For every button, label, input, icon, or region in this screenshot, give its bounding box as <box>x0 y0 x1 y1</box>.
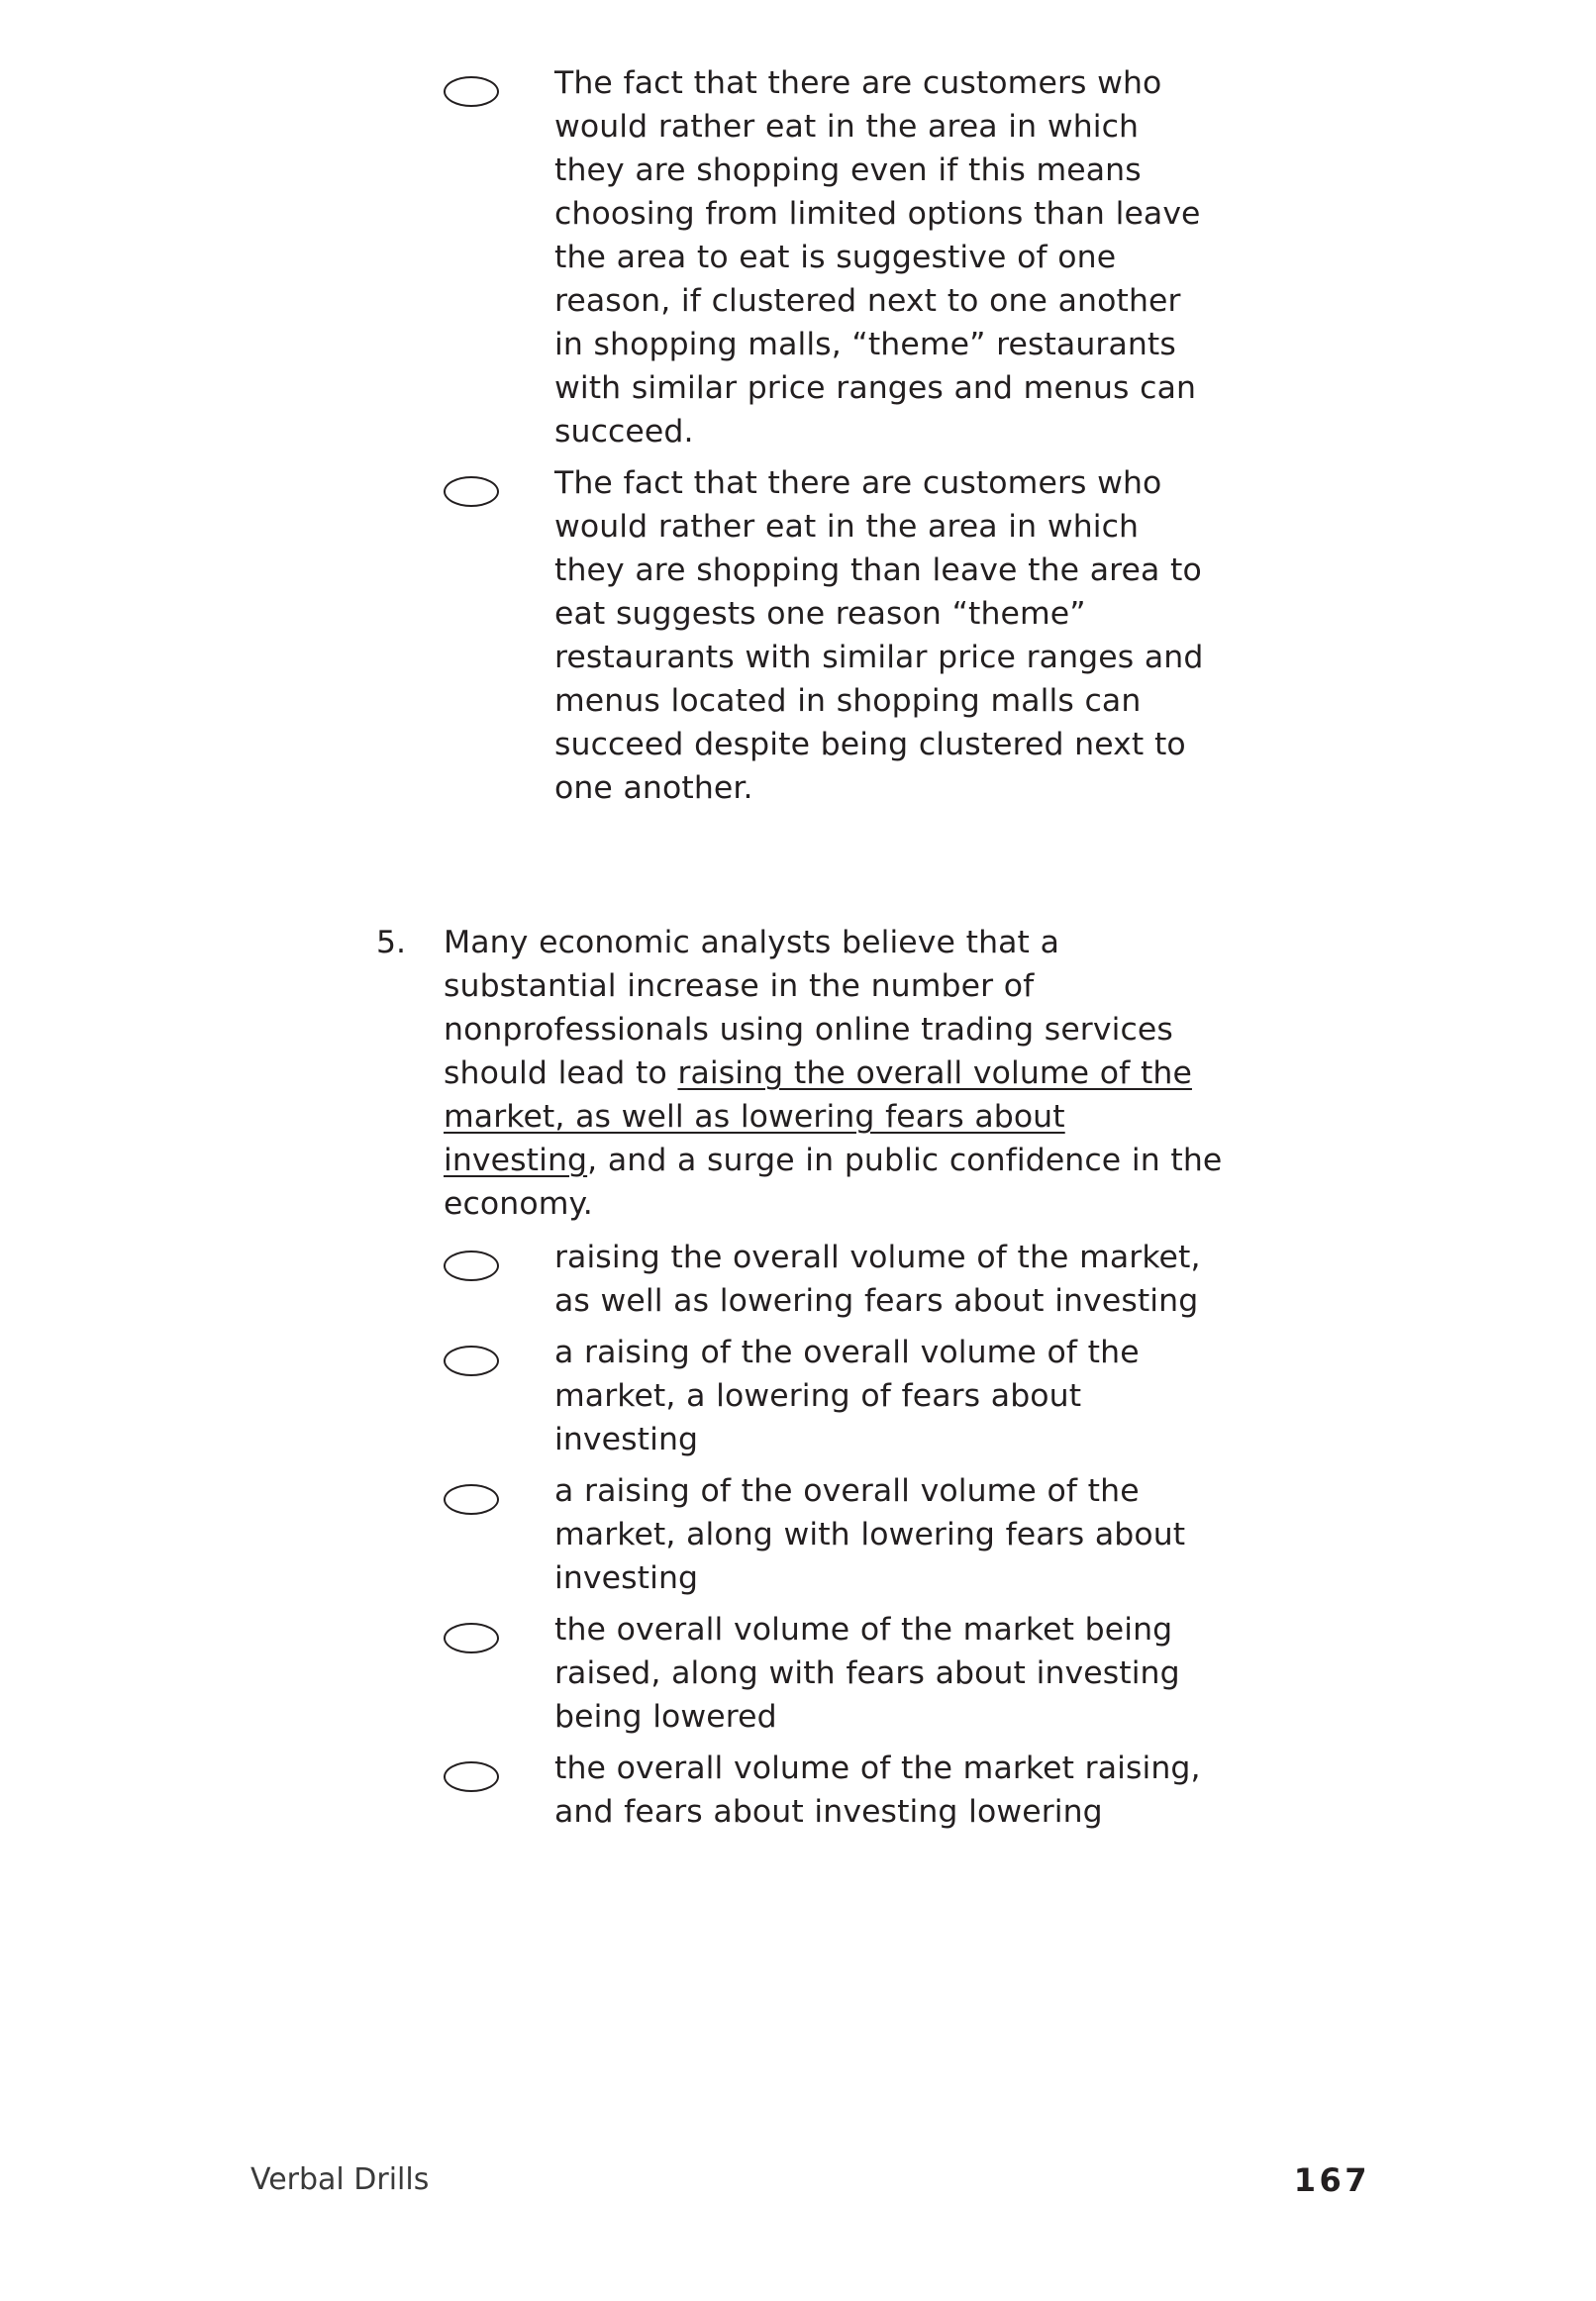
answer-choice-marker-cell <box>444 61 554 107</box>
carryover-answer-choices <box>444 61 1216 810</box>
question-5 <box>359 921 1349 1226</box>
stem-text-before: Many economic analysts believe that a substantial increase in the number of nonprofessionals using online trading services should lead to <box>444 925 1173 1091</box>
page-footer <box>0 2158 1596 2228</box>
answer-choice[interactable] <box>444 1469 1216 1600</box>
answer-choice[interactable] <box>444 1236 1216 1323</box>
answer-choice[interactable] <box>444 1747 1216 1834</box>
answer-choice-marker-cell <box>444 1469 554 1515</box>
stem-text-after: , and a surge in public confidence in the economy. <box>444 1143 1223 1222</box>
answer-choice[interactable] <box>444 61 1216 453</box>
answer-choice-text: a raising of the overall volume of the market, along with lowering fears about investing <box>554 1473 1186 1596</box>
answer-choice-marker-cell <box>444 1747 554 1792</box>
answer-choice-text: The fact that there are customers who would rather eat in the area in which they are shopping than leave the area to eat suggests one reason “theme” restaurants with similar price ranges and menus located in shopping malls can succeed despite being clustered next to one another. <box>554 465 1204 806</box>
answer-choice-marker-cell <box>444 1331 554 1376</box>
answer-choice-marker-cell <box>444 1608 554 1653</box>
answer-choice-marker-cell <box>444 461 554 507</box>
question-stem <box>444 921 1226 1226</box>
oval-bubble-icon[interactable] <box>444 1484 499 1515</box>
answer-choice[interactable] <box>444 461 1216 810</box>
oval-bubble-icon[interactable] <box>444 1623 499 1653</box>
oval-bubble-icon[interactable] <box>444 1346 499 1376</box>
answer-choice-text: a raising of the overall volume of the market, a lowering of fears about investing <box>554 1335 1140 1457</box>
oval-bubble-icon[interactable] <box>444 76 499 107</box>
answer-choice-text: raising the overall volume of the market, as well as lowering fears about investing <box>554 1240 1201 1319</box>
stem-underlined-segment: raising the overall volume of the market, as well as lowering fears about investing <box>444 1055 1192 1178</box>
answer-choice-text: the overall volume of the market raising, and fears about investing lowering <box>554 1751 1201 1830</box>
answer-choice-text: the overall volume of the market being raised, along with fears about investing being lowered <box>554 1612 1180 1735</box>
oval-bubble-icon[interactable] <box>444 476 499 507</box>
answer-choice-text: The fact that there are customers who would rather eat in the area in which they are shopping even if this means choosing from limited options than leave the area to eat is suggestive of one reason, if clustered next to one another in shopping malls, “theme” restaurants with similar price ranges and menus can succeed. <box>554 65 1201 450</box>
page-number: 167 <box>1293 2161 1370 2199</box>
answer-choice-marker-cell <box>444 1236 554 1281</box>
oval-bubble-icon[interactable] <box>444 1251 499 1281</box>
question-5-answer-choices <box>444 1236 1216 1834</box>
answer-choice[interactable] <box>444 1331 1216 1461</box>
footer-section-label: Verbal Drills <box>250 2162 430 2197</box>
question-number: 5. <box>375 925 406 960</box>
oval-bubble-icon[interactable] <box>444 1761 499 1792</box>
answer-choice[interactable] <box>444 1608 1216 1739</box>
